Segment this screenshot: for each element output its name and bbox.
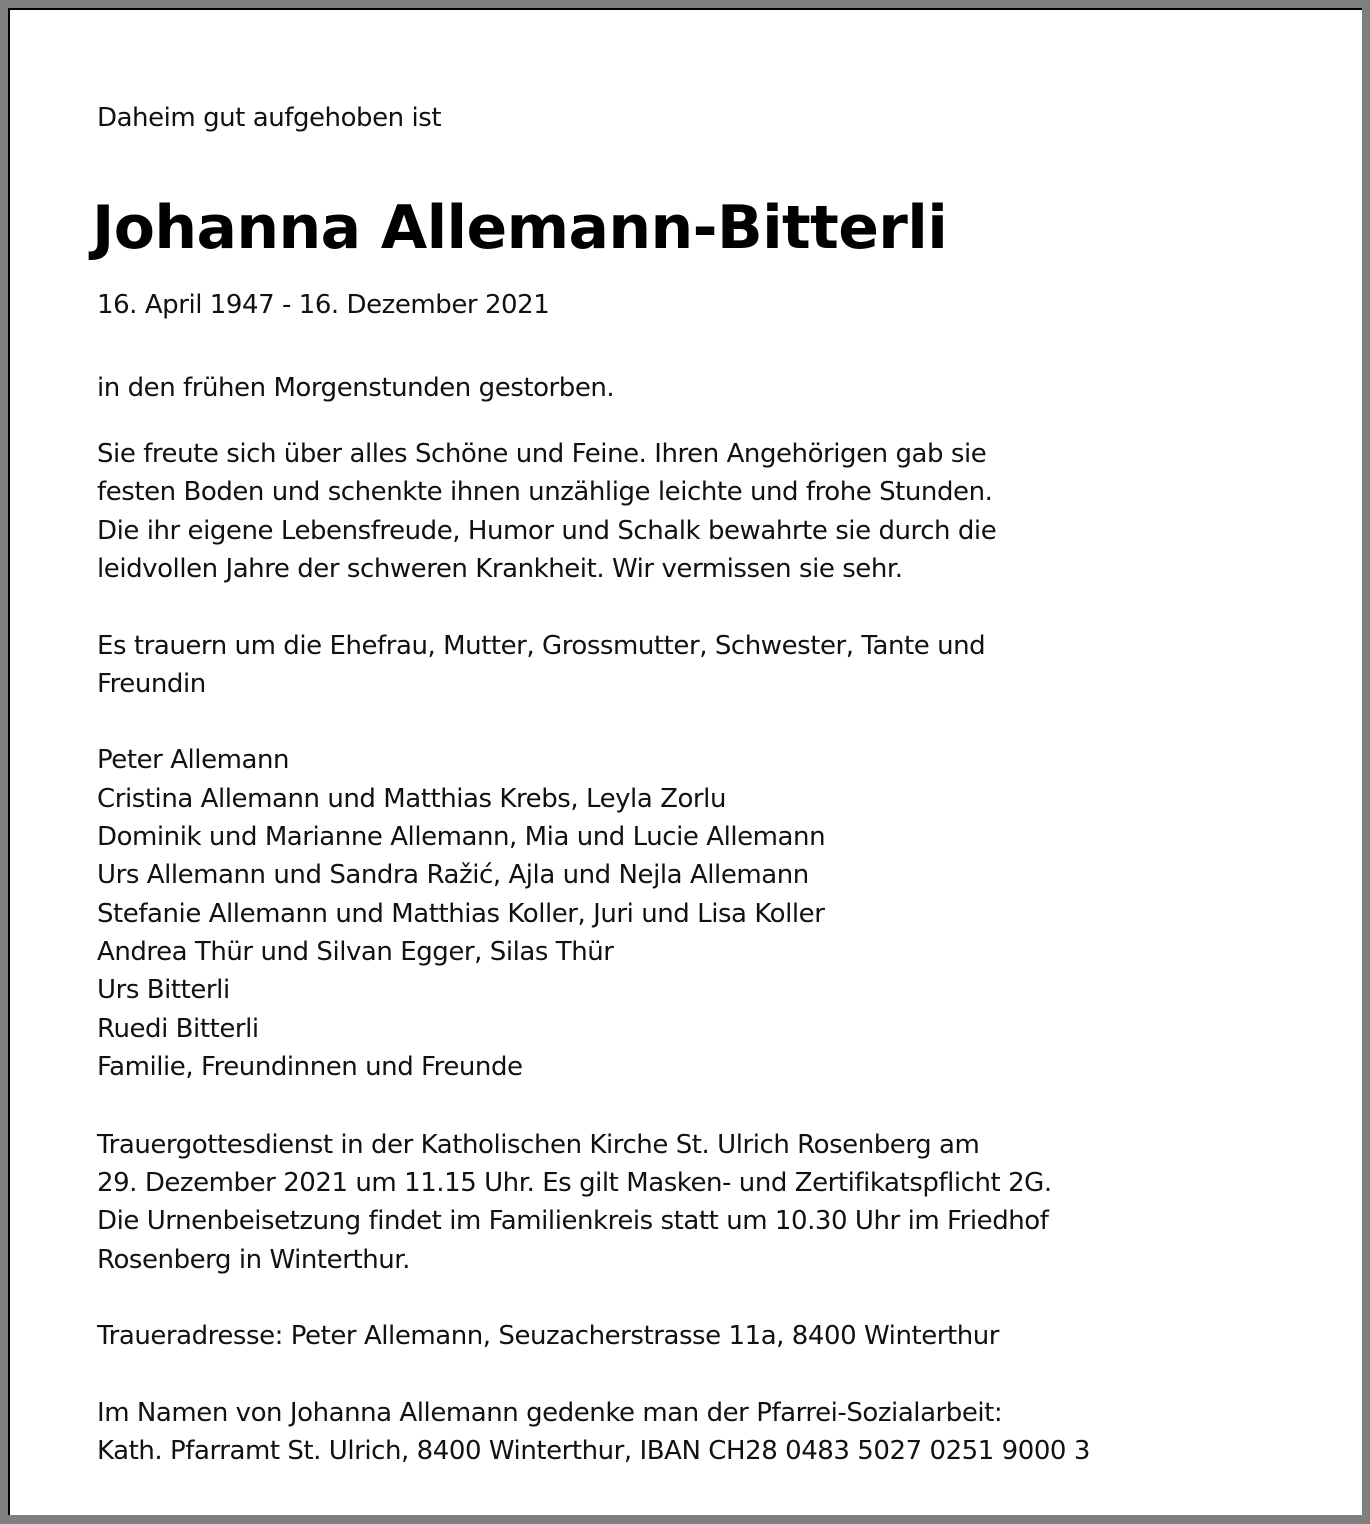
life-dates: 16. April 1947 - 16. Dezember 2021 xyxy=(97,290,550,320)
mourner-name: Urs Bitterli xyxy=(97,975,230,1005)
mourner-name: Ruedi Bitterli xyxy=(97,1014,259,1044)
deceased-name: Johanna Allemann-Bitterli xyxy=(92,193,948,263)
service-line: 29. Dezember 2021 um 11.15 Uhr. Es gilt Masken- und Zertifikatspflicht 2G. xyxy=(97,1168,1052,1198)
tribute-line: leidvollen Jahre der schweren Krankheit. Wir vermissen sie sehr. xyxy=(97,554,903,584)
intro-line: Daheim gut aufgehoben ist xyxy=(97,103,442,133)
mourners-intro-line: Freundin xyxy=(97,669,206,699)
service-line: Trauergottesdienst in der Katholischen Kirche St. Ulrich Rosenberg am xyxy=(97,1130,980,1160)
mourners-intro-line: Es trauern um die Ehefrau, Mutter, Grossmutter, Schwester, Tante und xyxy=(97,631,986,661)
mourner-name: Familie, Freundinnen und Freunde xyxy=(97,1052,523,1082)
mourner-name: Urs Allemann und Sandra Ražić, Ajla und Nejla Allemann xyxy=(97,860,809,890)
service-line: Die Urnenbeisetzung findet im Familienkreis statt um 10.30 Uhr im Friedhof xyxy=(97,1206,1049,1236)
tribute-line: Sie freute sich über alles Schöne und Feine. Ihren Angehörigen gab sie xyxy=(97,439,987,469)
mourner-name: Andrea Thür und Silvan Egger, Silas Thür xyxy=(97,937,614,967)
obituary-notice xyxy=(8,8,1362,1515)
tribute-line: festen Boden und schenkte ihnen unzählige leichte und frohe Stunden. xyxy=(97,477,993,507)
mourning-address: Traueradresse: Peter Allemann, Seuzacherstrasse 11a, 8400 Winterthur xyxy=(97,1321,1000,1351)
mourner-name: Cristina Allemann und Matthias Krebs, Leyla Zorlu xyxy=(97,784,726,814)
tribute-line: Die ihr eigene Lebensfreude, Humor und Schalk bewahrte sie durch die xyxy=(97,516,997,546)
mourner-name: Stefanie Allemann und Matthias Koller, Juri und Lisa Koller xyxy=(97,899,825,929)
donation-line: Im Namen von Johanna Allemann gedenke man der Pfarrei-Sozialarbeit: xyxy=(97,1398,1003,1428)
donation-line: Kath. Pfarramt St. Ulrich, 8400 Winterthur, IBAN CH28 0483 5027 0251 9000 3 xyxy=(97,1436,1090,1466)
passing-line: in den frühen Morgenstunden gestorben. xyxy=(97,373,615,403)
mourner-name: Dominik und Marianne Allemann, Mia und Lucie Allemann xyxy=(97,822,826,852)
mourner-name: Peter Allemann xyxy=(97,745,290,775)
service-line: Rosenberg in Winterthur. xyxy=(97,1245,410,1275)
